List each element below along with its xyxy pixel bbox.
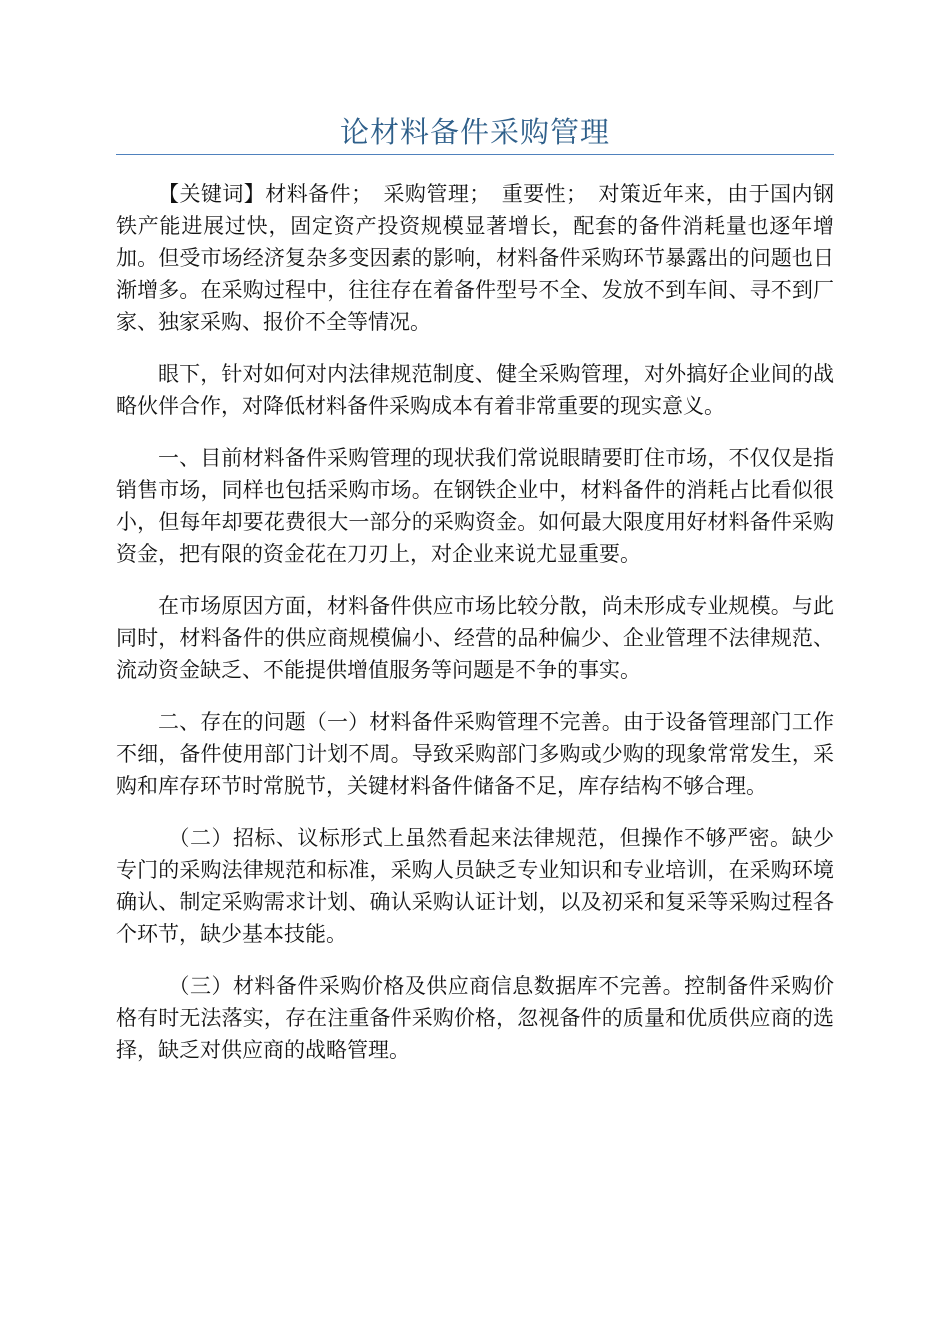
paragraph-problem-3: （三）材料备件采购价格及供应商信息数据库不完善。控制备件采购价格有时无法落实，存在注重备件采购价格，忽视备件的质量和优质供应商的选择，缺乏对供应商的战略管理。 — [116, 974, 834, 1062]
paragraph-keywords-intro: 【关键词】材料备件； 采购管理； 重要性； 对策近年来，由于国内钢铁产能进展过快，固定资产投资规模显著增长，配套的备件消耗量也逐年增加。但受市场经济复杂多变因素的影响，材料备件采购环节暴露出的问题也日渐增多。在采购过程中，往往存在着备件型号不全、发放不到车间、寻不到厂家、独家采购、报价不全等情况。 — [116, 182, 834, 334]
paragraph-section-1-status: 一、目前材料备件采购管理的现状我们常说眼睛要盯住市场，不仅仅是指销售市场，同样也包括采购市场。在钢铁企业中，材料备件的消耗占比看似很小，但每年却要花费很大一部分的采购资金。如何最大限度用好材料备件采购资金，把有限的资金花在刀刃上，对企业来说尤显重要。 — [116, 446, 834, 566]
title-underline — [116, 154, 834, 155]
document-body — [116, 178, 834, 1086]
paragraph-market-reasons: 在市场原因方面，材料备件供应市场比较分散，尚未形成专业规模。与此同时，材料备件的供应商规模偏小、经营的品种偏少、企业管理不法律规范、流动资金缺乏、不能提供增值服务等问题是不争的事实。 — [116, 594, 834, 682]
paragraph-significance: 眼下，针对如何对内法律规范制度、健全采购管理，对外搞好企业间的战略伙伴合作，对降低材料备件采购成本有着非常重要的现实意义。 — [116, 362, 834, 418]
paragraph-section-2-problems: 二、存在的问题（一）材料备件采购管理不完善。由于设备管理部门工作不细，备件使用部门计划不周。导致采购部门多购或少购的现象常常发生，采购和库存环节时常脱节，关键材料备件储备不足，库存结构不够合理。 — [116, 710, 834, 798]
document-title: 论材料备件采购管理 — [339, 115, 610, 149]
paragraph-problem-2: （二）招标、议标形式上虽然看起来法律规范，但操作不够严密。缺少专门的采购法律规范和标准，采购人员缺乏专业知识和专业培训，在采购环境确认、制定采购需求计划、确认采购认证计划，以及初采和复采等采购过程各个环节，缺少基本技能。 — [116, 826, 834, 946]
